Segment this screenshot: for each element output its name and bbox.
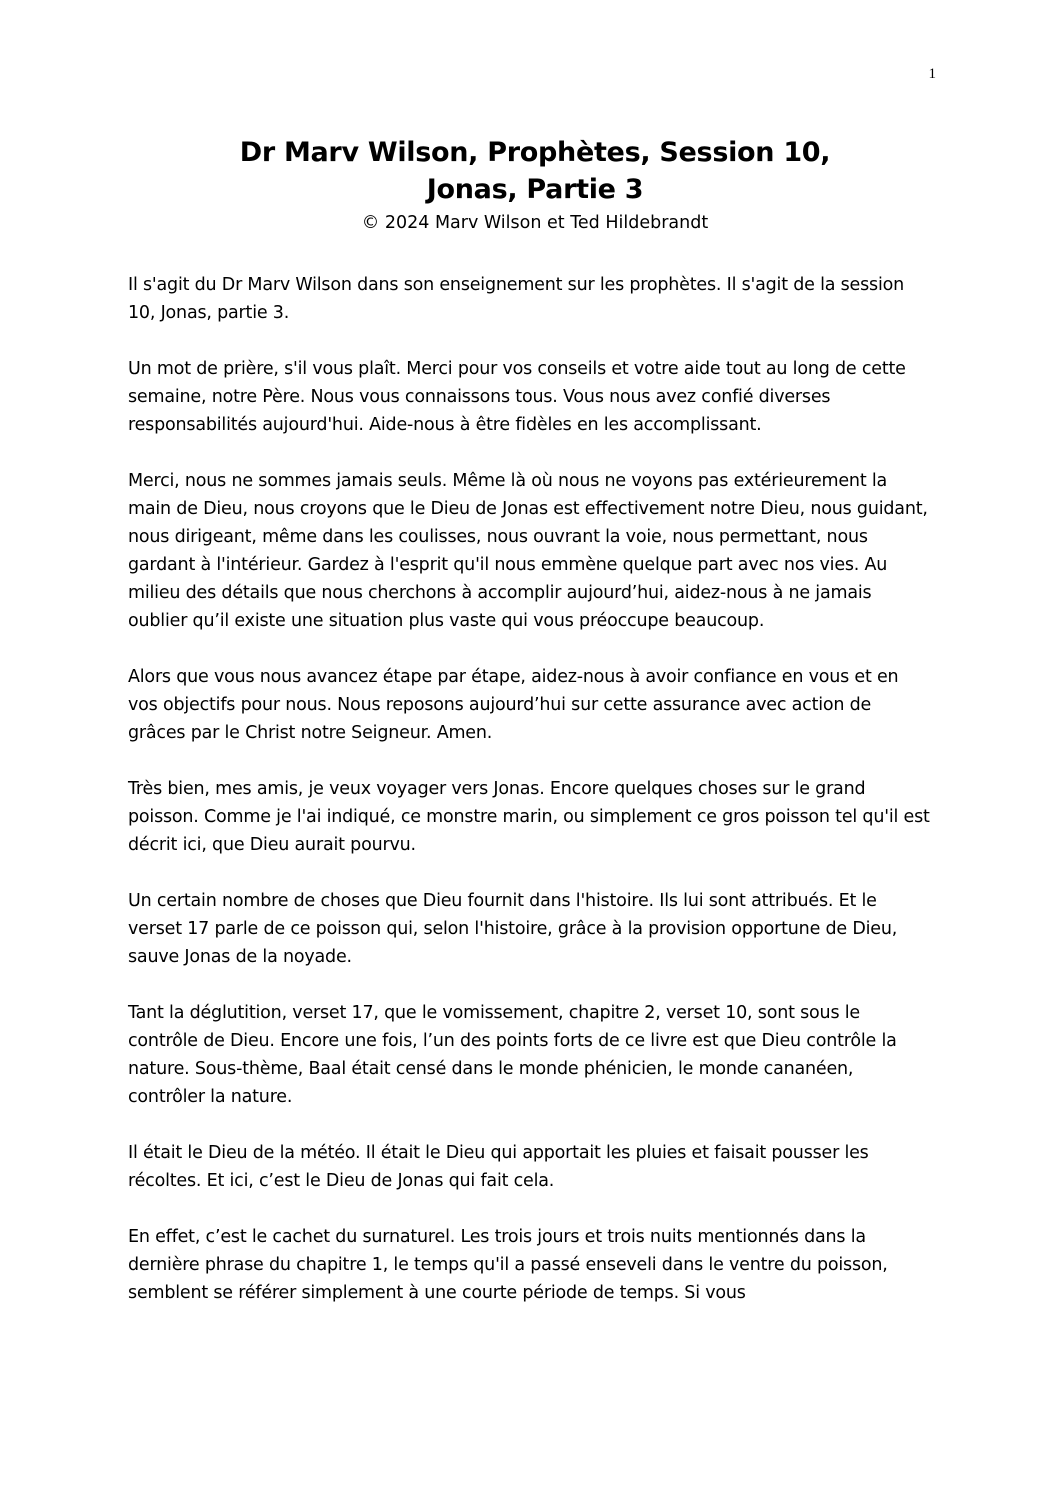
- paragraph: Un mot de prière, s'il vous plaît. Merci pour vos conseils et votre aide tout au long de cette semaine, notre Père. Nous vous connaissons tous. Vous nous avez confié diverses responsabilités aujourd'hui. Aide-nous à être fidèles en les accomplissant.: [128, 359, 906, 435]
- document-body: [128, 271, 932, 1335]
- title-block: [110, 134, 960, 236]
- paragraph: Tant la déglutition, verset 17, que le vomissement, chapitre 2, verset 10, sont sous le contrôle de Dieu. Encore une fois, l’un des points forts de ce livre est que Dieu contrôle la nature. Sous-thème, Baal était censé dans le monde phénicien, le monde cananéen, contrôler la nature.: [128, 1003, 897, 1107]
- paragraph: Il s'agit du Dr Marv Wilson dans son enseignement sur les prophètes. Il s'agit de la session 10, Jonas, partie 3.: [128, 275, 905, 323]
- paragraph: Un certain nombre de choses que Dieu fournit dans l'histoire. Ils lui sont attribués. Et le verset 17 parle de ce poisson qui, selon l'histoire, grâce à la provision opportune de Dieu, sauve Jonas de la noyade.: [128, 891, 898, 967]
- paragraph: Alors que vous nous avancez étape par étape, aidez-nous à avoir confiance en vous et en vos objectifs pour nous. Nous reposons aujourd’hui sur cette assurance avec action de grâces par le Christ notre Seigneur. Amen.: [128, 667, 899, 743]
- paragraph: Très bien, mes amis, je veux voyager vers Jonas. Encore quelques choses sur le grand poisson. Comme je l'ai indiqué, ce monstre marin, ou simplement ce gros poisson tel qu'il est décrit ici, que Dieu aurait pourvu.: [128, 779, 930, 855]
- document-title-line-2: Jonas, Partie 3: [426, 174, 644, 205]
- page-number: 1: [928, 66, 936, 82]
- copyright-notice: © 2024 Marv Wilson et Ted Hildebrandt: [361, 213, 709, 233]
- paragraph: Merci, nous ne sommes jamais seuls. Même là où nous ne voyons pas extérieurement la main de Dieu, nous croyons que le Dieu de Jonas est effectivement notre Dieu, nous guidant, nous dirigeant, même dans les coulisses, nous ouvrant la voie, nous permettant, nous gardant à l'intérieur. Gardez à l'esprit qu'il nous emmène quelque part avec nos vies. Au milieu des détails que nous cherchons à accomplir aujourd’hui, aidez-nous à ne jamais oublier qu’il existe une situation plus vaste qui vous préoccupe beaucoup.: [128, 471, 928, 631]
- document-title-line-1: Dr Marv Wilson, Prophètes, Session 10,: [239, 137, 831, 168]
- paragraph: En effet, c’est le cachet du surnaturel. Les trois jours et trois nuits mentionnés dans la dernière phrase du chapitre 1, le temps qu'il a passé enseveli dans le ventre du poisson, semblent se référer simplement à une courte période de temps. Si vous: [128, 1227, 888, 1303]
- paragraph: Il était le Dieu de la météo. Il était le Dieu qui apportait les pluies et faisait pousser les récoltes. Et ici, c’est le Dieu de Jonas qui fait cela.: [128, 1143, 869, 1191]
